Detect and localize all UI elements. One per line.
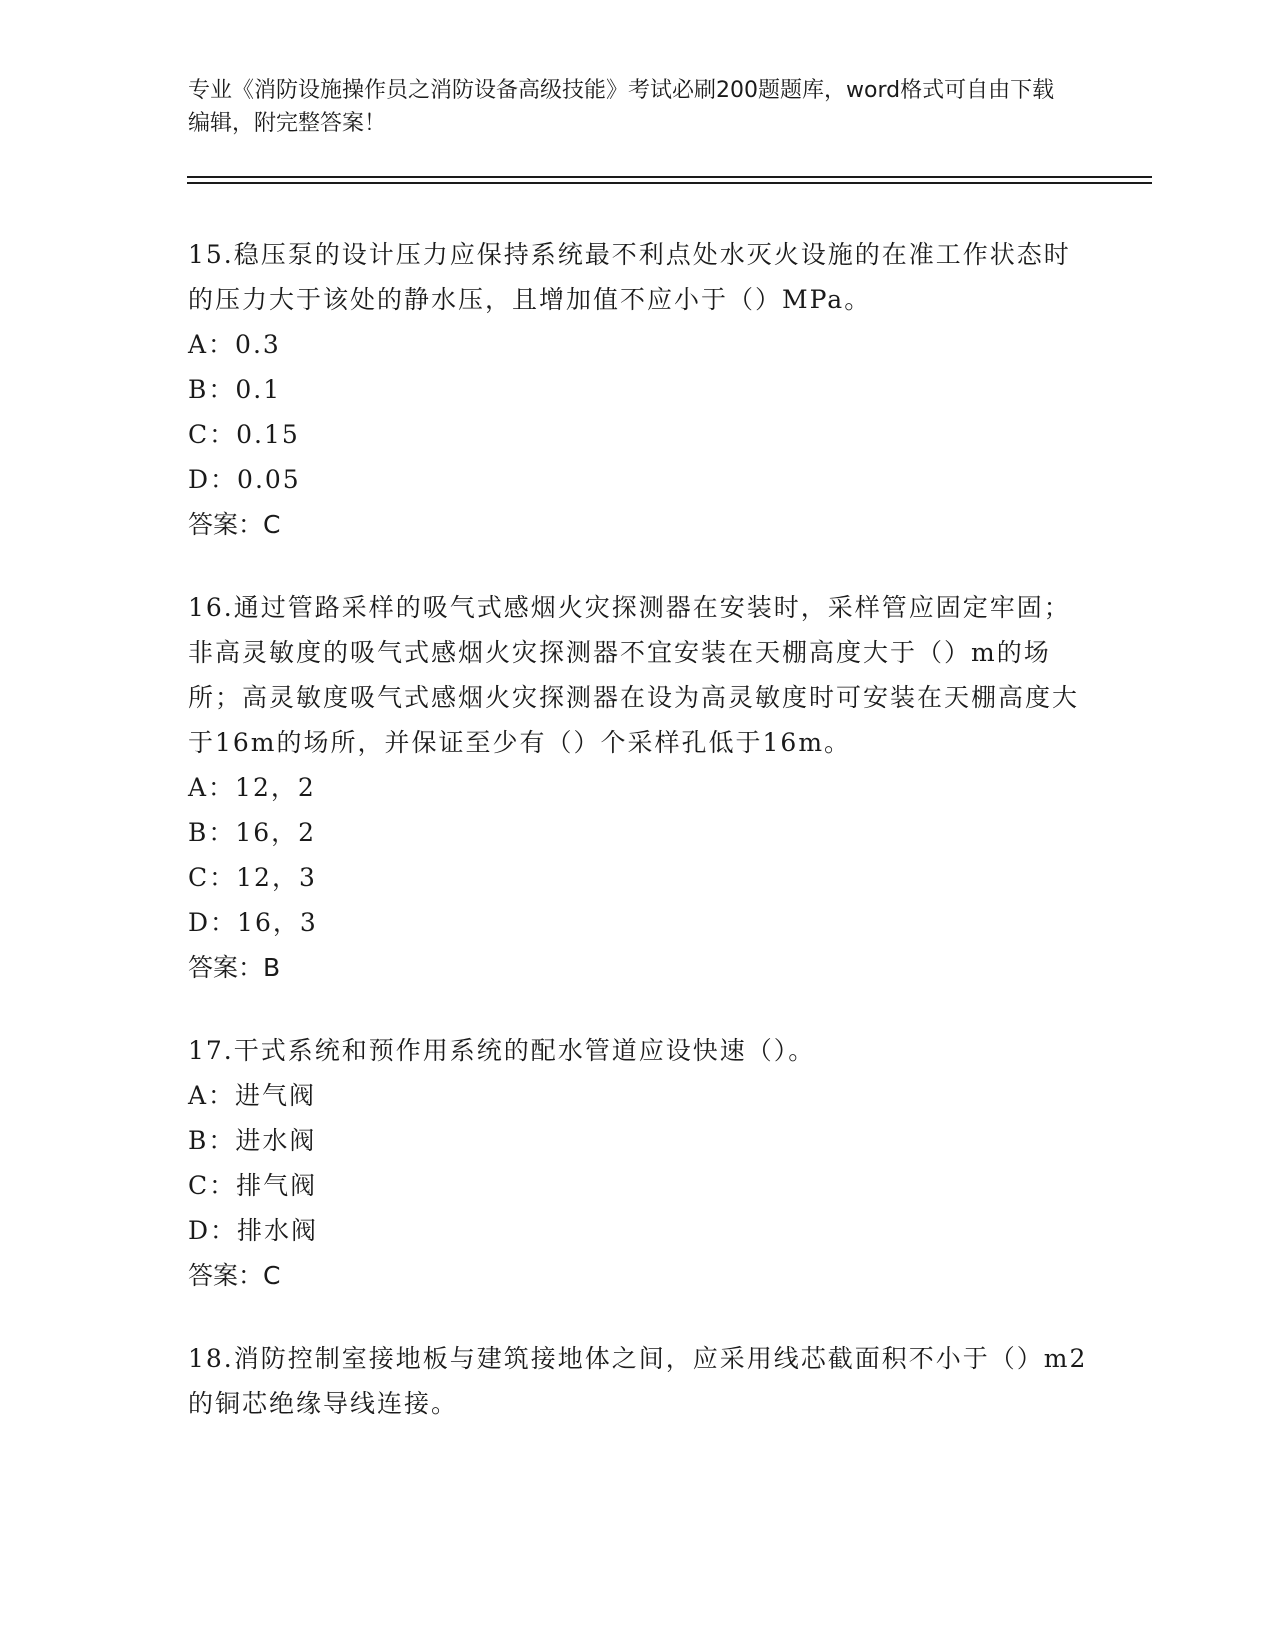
option-c: C：0.15 (188, 420, 300, 449)
question-list (188, 232, 1088, 1464)
answer-line: 答案：C (188, 510, 281, 539)
question-18 (188, 1336, 1088, 1426)
question-15 (188, 232, 1088, 547)
question-17 (188, 1028, 1088, 1298)
option-d: D：0.05 (188, 465, 301, 494)
option-b: B：16，2 (188, 818, 317, 847)
header-rule-bottom (187, 182, 1152, 184)
option-d: D：16，3 (188, 908, 318, 937)
option-b: B：0.1 (188, 375, 282, 404)
question-text: 17.干式系统和预作用系统的配水管道应设快速（）。 (188, 1036, 816, 1065)
document-header: 专业《消防设施操作员之消防设备高级技能》考试必刷200题题库，word格式可自由下载编辑，附完整答案！ (188, 78, 1055, 136)
option-a: A：进气阀 (188, 1081, 317, 1110)
answer-line: 答案：B (188, 953, 281, 982)
option-a: A：12，2 (188, 773, 316, 802)
question-text: 16.通过管路采样的吸气式感烟火灾探测器在安装时，采样管应固定牢固；非高灵敏度的吸气式感烟火灾探测器不宜安装在天棚高度大于（）m的场所；高灵敏度吸气式感烟火灾探测器在设为高灵敏度时可安装在天棚高度大于16m的场所，并保证至少有（）个采样孔低于16m。 (188, 593, 1080, 757)
question-text: 18.消防控制室接地板与建筑接地体之间，应采用线芯截面积不小于（）m2的铜芯绝缘导线连接。 (188, 1344, 1088, 1418)
answer-line: 答案：C (188, 1261, 281, 1290)
question-text: 15.稳压泵的设计压力应保持系统最不利点处水灭火设施的在准工作状态时的压力大于该处的静水压，且增加值不应小于（）MPa。 (188, 240, 1071, 314)
option-b: B：进水阀 (188, 1126, 317, 1155)
question-16 (188, 585, 1088, 990)
option-a: A：0.3 (188, 330, 281, 359)
option-c: C：排气阀 (188, 1171, 318, 1200)
option-c: C：12，3 (188, 863, 317, 892)
option-d: D：排水阀 (188, 1216, 319, 1245)
header-rule-top (187, 176, 1152, 178)
